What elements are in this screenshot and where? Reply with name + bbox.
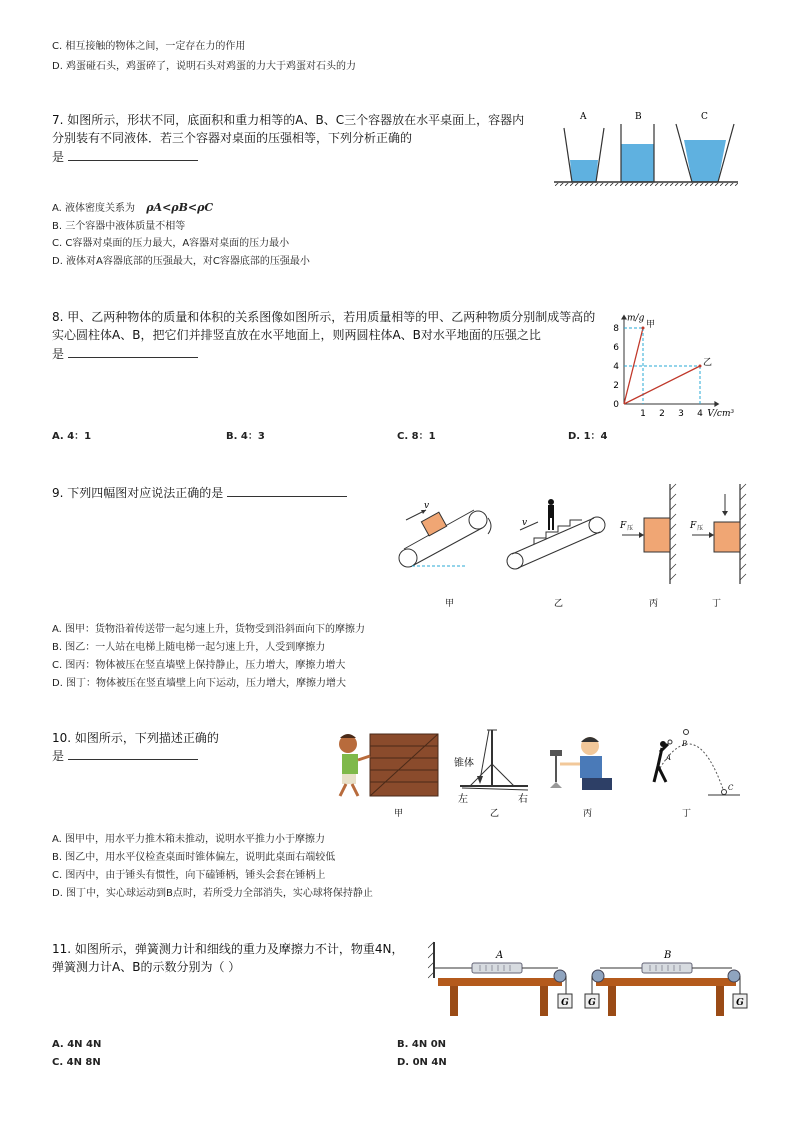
q7-stem-line1: 7. 如图所示，形状不同，底面积和重力相等的A、B、C三个容器放在水平桌面上，容器内 <box>52 113 525 127</box>
q9-v-label-yi: v <box>522 518 528 528</box>
chart-y-tick-label: 6 <box>613 343 619 353</box>
q10-stem-line1: 10. 如图所示，下列描述正确的 <box>52 731 219 745</box>
q11-setup-b <box>585 950 747 1016</box>
q9-f-sub-ding: 压 <box>697 525 704 532</box>
q11-scale-label-a: A <box>496 950 504 961</box>
chart-data-point <box>699 365 702 368</box>
chart-origin-label: 0 <box>613 400 619 410</box>
q9-option-c: C. 图丙：物体被压在竖直墙壁上保持静止，压力增大，摩擦力增大 <box>52 660 346 671</box>
q9-f-label-bing: F <box>620 521 627 531</box>
q9-answer-blank[interactable] <box>227 485 347 497</box>
q7-label-b: B <box>635 112 642 122</box>
q10-caption-jia: 甲 <box>394 809 404 819</box>
q8-stem-line2: 实心圆柱体A、B，把它们并排竖直放在水平地面上，则两圆柱体A、B对水平地面的压强之比 <box>52 328 541 342</box>
chart-data-point <box>642 327 645 330</box>
q10-point-a: A <box>666 754 672 762</box>
q9-friction-figure <box>394 480 754 610</box>
q7-stem-line3: 是 <box>52 148 198 166</box>
chart-series-name: 甲 <box>646 320 656 330</box>
q10-figure <box>324 724 754 824</box>
q8-option-c: C. 8：1 <box>397 431 436 442</box>
q8-mass-volume-chart <box>606 306 756 426</box>
q10-point-b: B <box>682 740 688 748</box>
q10-option-c: C. 图丙中，由于锤头有惯性，向下磕锤柄，锤头会套在锤柄上 <box>52 870 326 881</box>
chart-series-name: 乙 <box>703 358 713 368</box>
q11-stem-line1: 11. 如图所示，弹簧测力计和细线的重力及摩擦力不计，物重4N， <box>52 942 404 956</box>
q7-label-c: C <box>701 112 708 122</box>
q11-option-d: D. 0N 4N <box>397 1057 447 1068</box>
q8-stem-line3: 是 <box>52 345 198 363</box>
q10-boy-box-jia <box>339 734 438 796</box>
chart-series-line <box>624 366 700 404</box>
q10-answer-blank[interactable] <box>68 748 198 760</box>
q7-density-formula: ρA<ρB<ρC <box>146 201 214 214</box>
q7-option-a: A. 液体密度关系为 ρA<ρB<ρC <box>52 201 214 214</box>
chart-y-axis-label: m/g <box>627 313 645 324</box>
q9-stem: 9. 下列四幅图对应说法正确的是 <box>52 484 347 502</box>
q7-stem-line2: 分别装有不同液体．若三个容器对桌面的压强相等，下列分析正确的 <box>52 131 413 145</box>
chart-x-tick-label: 3 <box>678 409 684 419</box>
chart-x-tick-label: 1 <box>640 409 646 419</box>
q7-containers-figure <box>550 106 740 186</box>
q8-stem-line1: 8. 甲、乙两种物体的质量和体积的关系图像如图所示，若用质量相等的甲、乙两种物质分别制成等高的 <box>52 310 596 324</box>
chart-x-tick-label: 2 <box>659 409 665 419</box>
q8-answer-blank[interactable] <box>68 346 198 358</box>
q10-point-c: C <box>728 784 734 792</box>
q10-option-b: B. 图乙中，用水平仪检查桌面时锥体偏左，说明此桌面右端较低 <box>52 852 336 863</box>
q7-label-a: A <box>580 112 587 122</box>
q9-conveyor-jia <box>399 501 491 567</box>
chart-y-tick-label: 8 <box>613 324 619 334</box>
q9-caption-yi: 乙 <box>554 599 564 609</box>
q10-caption-bing: 丙 <box>583 809 593 819</box>
q11-option-a: A. 4N 4N <box>52 1039 102 1050</box>
q10-caption-ding: 丁 <box>682 809 692 819</box>
q11-weight-g-b-right: G <box>736 998 744 1008</box>
q9-f-label-ding: F <box>690 521 697 531</box>
chart-x-arrow <box>714 401 719 407</box>
q10-hammer-bing <box>550 737 612 790</box>
q10-cone-label: 锥体 <box>454 758 474 769</box>
prev-option-d: D. 鸡蛋碰石头，鸡蛋碎了，说明石头对鸡蛋的力大于鸡蛋对石头的力 <box>52 61 357 72</box>
q9-caption-jia: 甲 <box>445 599 455 609</box>
q10-level-yi <box>454 730 528 805</box>
q9-option-d: D. 图丁：物体被压在竖直墙壁上向下运动，压力增大，摩擦力增大 <box>52 678 347 689</box>
chart-y-tick-label: 4 <box>613 362 619 372</box>
q7-option-c: C. C容器对桌面的压力最大，A容器对桌面的压力最小 <box>52 238 290 249</box>
q7-option-d: D. 液体对A容器底部的压强最大，对C容器底部的压强最小 <box>52 256 310 267</box>
q9-v-label-jia: v <box>424 501 430 511</box>
q10-caption-yi: 乙 <box>490 809 500 819</box>
q10-option-a: A. 图甲中，用水平力推木箱未推动，说明水平推力小于摩擦力 <box>52 834 326 845</box>
q11-setup-a <box>428 942 572 1016</box>
q11-spring-scale-figure <box>428 938 752 1020</box>
q10-left-label: 左 <box>458 794 468 805</box>
q9-wall-ding <box>689 484 746 584</box>
chart-x-tick-label: 4 <box>697 409 703 419</box>
q9-caption-ding: 丁 <box>712 599 722 609</box>
q11-stem-line2: 弹簧测力计A、B的示数分别为（ ） <box>52 960 241 974</box>
q7-answer-blank[interactable] <box>68 149 198 161</box>
q10-throw-ding <box>654 730 740 796</box>
q8-option-b: B. 4：3 <box>226 431 265 442</box>
q10-right-label: 右 <box>518 794 528 805</box>
q9-option-a: A. 图甲：货物沿着传送带一起匀速上升，货物受到沿斜面向下的摩擦力 <box>52 624 366 635</box>
q9-f-sub-bing: 压 <box>627 525 634 532</box>
q9-caption-bing: 丙 <box>649 599 659 609</box>
q8-option-a: A. 4：1 <box>52 431 92 442</box>
q11-weight-g-a: G <box>561 998 569 1008</box>
q9-wall-bing <box>619 484 676 584</box>
q10-stem-line2: 是 <box>52 747 198 765</box>
q9-escalator-yi <box>507 499 605 569</box>
chart-y-tick-label: 2 <box>613 381 619 391</box>
q9-option-b: B. 图乙：一人站在电梯上随电梯一起匀速上升，人受到摩擦力 <box>52 642 326 653</box>
q7-option-b: B. 三个容器中液体质量不相等 <box>52 221 186 232</box>
q11-option-c: C. 4N 8N <box>52 1057 101 1068</box>
q8-option-d: D. 1：4 <box>568 431 608 442</box>
q11-scale-label-b: B <box>664 950 672 961</box>
chart-x-axis-label: V/cm³ <box>707 409 735 419</box>
q11-option-b: B. 4N 0N <box>397 1039 447 1050</box>
q10-option-d: D. 图丁中，实心球运动到B点时，若所受力全部消失，实心球将保持静止 <box>52 888 373 899</box>
q11-weight-g-b-left: G <box>588 998 596 1008</box>
prev-option-c: C. 相互接触的物体之间，一定存在力的作用 <box>52 41 246 52</box>
